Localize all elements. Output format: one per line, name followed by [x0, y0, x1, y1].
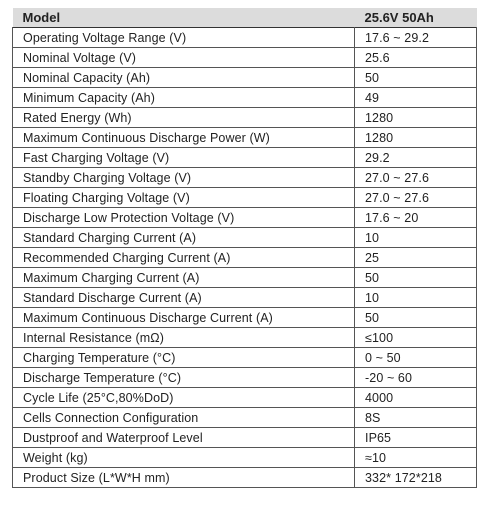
spec-value: 27.0 ~ 27.6 [355, 188, 477, 208]
table-row [13, 108, 477, 128]
table-row [13, 348, 477, 368]
spec-label: Operating Voltage Range (V) [13, 28, 355, 48]
table-row [13, 28, 477, 48]
spec-value: 25 [355, 248, 477, 268]
spec-label: Maximum Continuous Discharge Power (W) [13, 128, 355, 148]
spec-label: Floating Charging Voltage (V) [13, 188, 355, 208]
spec-value: 0 ~ 50 [355, 348, 477, 368]
table-row [13, 128, 477, 148]
spec-label: Nominal Capacity (Ah) [13, 68, 355, 88]
spec-value: 50 [355, 68, 477, 88]
table-row [13, 428, 477, 448]
spec-value: 27.0 ~ 27.6 [355, 168, 477, 188]
spec-label: Nominal Voltage (V) [13, 48, 355, 68]
table-row [13, 468, 477, 488]
table-row [13, 208, 477, 228]
spec-value: 1280 [355, 128, 477, 148]
spec-label: Minimum Capacity (Ah) [13, 88, 355, 108]
table-row [13, 408, 477, 428]
spec-label: Weight (kg) [13, 448, 355, 468]
table-row [13, 88, 477, 108]
spec-value: ≈10 [355, 448, 477, 468]
spec-value: 1280 [355, 108, 477, 128]
table-header-row [13, 8, 477, 28]
spec-table-body [13, 28, 477, 488]
header-value: 25.6V 50Ah [355, 8, 477, 28]
spec-label: Cycle Life (25°C,80%DoD) [13, 388, 355, 408]
spec-value: 17.6 ~ 29.2 [355, 28, 477, 48]
header-label: Model [13, 8, 355, 28]
table-row [13, 148, 477, 168]
spec-label: Maximum Charging Current (A) [13, 268, 355, 288]
table-row [13, 308, 477, 328]
spec-value: 50 [355, 268, 477, 288]
spec-value: 10 [355, 228, 477, 248]
spec-value: 10 [355, 288, 477, 308]
spec-label: Cells Connection Configuration [13, 408, 355, 428]
table-row [13, 388, 477, 408]
spec-label: Internal Resistance (mΩ) [13, 328, 355, 348]
spec-table [12, 8, 477, 488]
table-row [13, 188, 477, 208]
spec-label: Standby Charging Voltage (V) [13, 168, 355, 188]
table-row [13, 448, 477, 468]
spec-label: Discharge Low Protection Voltage (V) [13, 208, 355, 228]
table-row [13, 168, 477, 188]
spec-value: ≤100 [355, 328, 477, 348]
spec-label: Recommended Charging Current (A) [13, 248, 355, 268]
table-row [13, 228, 477, 248]
spec-value: 8S [355, 408, 477, 428]
table-row [13, 48, 477, 68]
spec-value: -20 ~ 60 [355, 368, 477, 388]
table-row [13, 248, 477, 268]
spec-value: 17.6 ~ 20 [355, 208, 477, 228]
spec-label: Dustproof and Waterproof Level [13, 428, 355, 448]
spec-label: Maximum Continuous Discharge Current (A) [13, 308, 355, 328]
table-row [13, 368, 477, 388]
table-row [13, 268, 477, 288]
spec-value: IP65 [355, 428, 477, 448]
spec-label: Rated Energy (Wh) [13, 108, 355, 128]
spec-label: Standard Discharge Current (A) [13, 288, 355, 308]
table-row [13, 68, 477, 88]
spec-label: Discharge Temperature (°C) [13, 368, 355, 388]
spec-label: Standard Charging Current (A) [13, 228, 355, 248]
spec-value: 50 [355, 308, 477, 328]
spec-label: Product Size (L*W*H mm) [13, 468, 355, 488]
table-row [13, 328, 477, 348]
spec-value: 25.6 [355, 48, 477, 68]
spec-value: 332* 172*218 [355, 468, 477, 488]
table-row [13, 288, 477, 308]
spec-value: 29.2 [355, 148, 477, 168]
spec-value: 4000 [355, 388, 477, 408]
spec-value: 49 [355, 88, 477, 108]
spec-label: Fast Charging Voltage (V) [13, 148, 355, 168]
spec-label: Charging Temperature (°C) [13, 348, 355, 368]
